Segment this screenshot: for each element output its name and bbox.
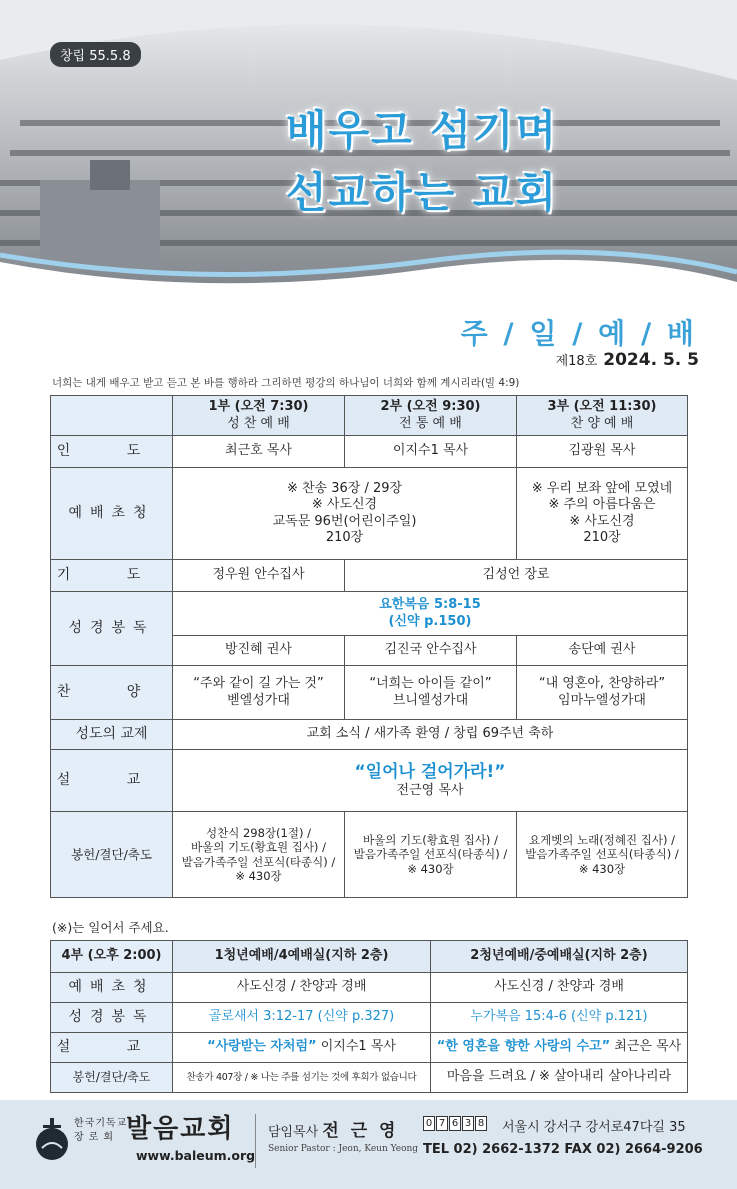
sermon-value [173, 750, 688, 812]
scripture-reader-2: 김진국 안수집사 [345, 636, 517, 666]
denomination: 한국기독교 [74, 1118, 128, 1129]
offering-label: 봉헌/결단/축도 [51, 812, 173, 898]
invite-label: 예배초청 [51, 468, 173, 560]
leader-3: 김광원 목사 [517, 436, 688, 468]
youth-invite-2: 사도신경 / 찬양과 경배 [431, 973, 688, 1003]
youth-scripture-label: 성경봉독 [51, 1003, 173, 1033]
issue-date: 2024. 5. 5 [603, 350, 699, 370]
youth-invite-label: 예배초청 [51, 973, 173, 1003]
footer [0, 1100, 737, 1189]
header-blank [51, 396, 173, 436]
youth-sermon-2: “한 영혼을 향한 사랑의 수고” 최근은 목사 [431, 1033, 688, 1063]
address: 서울시 강서구 강서로47다길 35 [502, 1120, 686, 1135]
footer-divider [255, 1114, 256, 1168]
leader-1: 최근호 목사 [173, 436, 345, 468]
prayer-23: 김성언 장로 [345, 560, 688, 592]
leader-2: 이지수1 목사 [345, 436, 517, 468]
offering-1: 성찬식 298장(1절) / 바울의 기도(황효원 집사) / 발음가족주일 선포식(타종식) / ※ 430장 [173, 812, 345, 898]
issue-number: 제18호 [555, 354, 598, 369]
youth-scripture-1: 골로새서 3:12-17 (신약 p.327) [173, 1003, 431, 1033]
youth-sermon-1: “사랑받는 자처럼” 이지수1 목사 [173, 1033, 431, 1063]
youth-sermon-label: 설 교 [51, 1033, 173, 1063]
praise-label: 찬 양 [51, 666, 173, 720]
standing-note: (※)는 일어서 주세요. [52, 920, 169, 935]
website-link[interactable]: www.baleum.org [136, 1148, 256, 1163]
service-2-header: 2부 (오전 9:30) 전 통 예 배 [345, 396, 517, 436]
service-3-header: 3부 (오전 11:30) 찬 양 예 배 [517, 396, 688, 436]
prayer-label: 기 도 [51, 560, 173, 592]
scripture-passage: 요한복음 5:8-15 (신약 p.150) [173, 592, 688, 636]
sermon-title: “일어나 걸어가라!” [354, 761, 506, 782]
issue-info [556, 350, 699, 370]
youth-time: 4부 (오후 2:00) [51, 941, 173, 973]
zip-code: 0 7 6 3 8 [423, 1116, 487, 1131]
denomination-2: 장로회 [74, 1132, 118, 1143]
scripture-label: 성경봉독 [51, 592, 173, 666]
youth-col1-header: 1청년예배/4예배실(지하 2층) [173, 941, 431, 973]
prayer-1: 정우원 안수집사 [173, 560, 345, 592]
established-badge: 창립 55.5.8 [50, 42, 141, 67]
youth-col2-header: 2청년예배/중예배실(지하 2층) [431, 941, 688, 973]
praise-1: “주와 같이 길 가는 것” 벧엘성가대 [173, 666, 345, 720]
youth-offering-2: 마음을 드려요 / ※ 살아내리 살아나리라 [431, 1063, 688, 1093]
praise-2: “너희는 아이들 같이” 브니엘성가대 [345, 666, 517, 720]
service-1-header: 1부 (오전 7:30) 성 찬 예 배 [173, 396, 345, 436]
verse: 너희는 내게 배우고 받고 듣고 본 바를 행하라 그리하면 평강의 하나님이 너희와 함께 계시리라(빌 4:9) [52, 377, 520, 389]
phone-fax: TEL 02) 2662-1372 FAX 02) 2664-9206 [423, 1142, 703, 1157]
youth-worship-table [50, 940, 688, 1093]
youth-scripture-2: 누가복음 15:4-6 (신약 p.121) [431, 1003, 688, 1033]
sermon-label: 설 교 [51, 750, 173, 812]
worship-title: 주 / 일 / 예 / 배 [460, 317, 697, 350]
fellowship-label: 성도의 교제 [51, 720, 173, 750]
youth-offering-1: 찬송가 407장 / ※ 나는 주를 섬기는 것에 후회가 없습니다 [173, 1063, 431, 1093]
fellowship-value: 교회 소식 / 새가족 환영 / 창립 69주년 축하 [173, 720, 688, 750]
leader-label: 인 도 [51, 436, 173, 468]
pastor: 담임목사 전 근 영 [268, 1121, 399, 1141]
invite-12: ※ 찬송 36장 / 29장 ※ 사도신경 교독문 96번(어린이주일) 210장 [173, 468, 517, 560]
praise-3: “내 영혼아, 찬양하라” 임마누엘성가대 [517, 666, 688, 720]
sermon-preacher: 전근영 목사 [396, 783, 464, 798]
church-name: 발음교회 [126, 1114, 235, 1144]
invite-3: ※ 우리 보좌 앞에 모였네 ※ 주의 아름다움은 ※ 사도신경 210장 [517, 468, 688, 560]
scripture-reader-3: 송단예 권사 [517, 636, 688, 666]
pastor-english: Senior Pastor : Jeon, Keun Yeong [268, 1144, 419, 1154]
church-logo-icon [34, 1116, 70, 1162]
main-worship-table [50, 395, 688, 898]
offering-2: 바울의 기도(황효원 집사) / 발음가족주일 선포식(타종식) / ※ 430장 [345, 812, 517, 898]
scripture-reader-1: 방진혜 권사 [173, 636, 345, 666]
church-building-icon [40, 180, 160, 270]
youth-invite-1: 사도신경 / 찬양과 경배 [173, 973, 431, 1003]
slogan-line-2: 선교하는 교회 [286, 168, 559, 217]
youth-offering-label: 봉헌/결단/축도 [51, 1063, 173, 1093]
slogan-line-1: 배우고 섬기며 [286, 106, 559, 155]
offering-3: 요게벳의 노래(정혜진 집사) / 발음가족주일 선포식(타종식) / ※ 430장 [517, 812, 688, 898]
hero-banner [0, 0, 737, 300]
